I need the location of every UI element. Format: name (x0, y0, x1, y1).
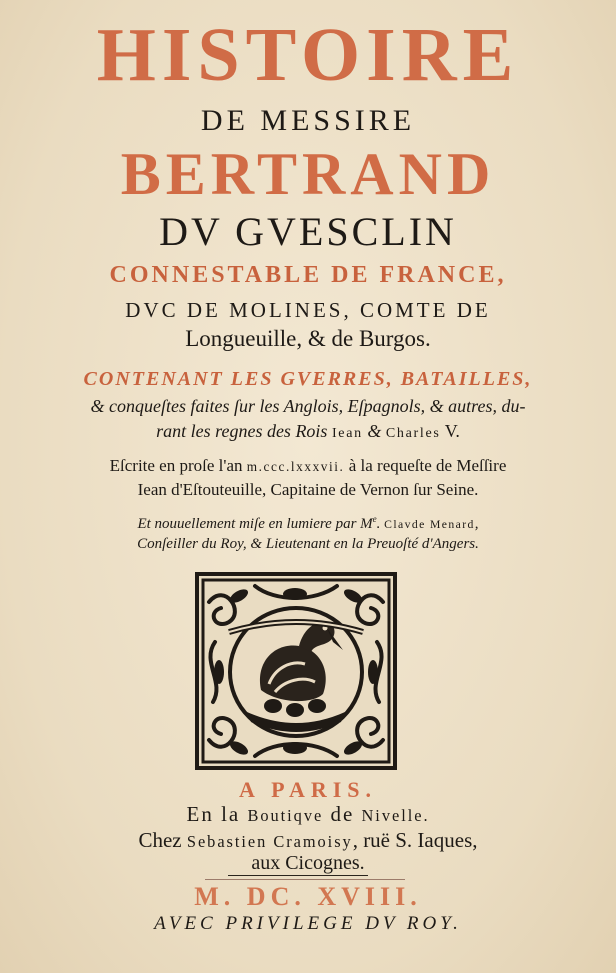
editor-text: . (376, 516, 385, 532)
title-du-guesclin: DV GVESCLIN (159, 209, 457, 254)
king-name-iean: Iean (331, 425, 363, 441)
imprint-shop-owner: Nivelle. (361, 806, 430, 825)
title-de-messire: DE MESSIRE (200, 104, 416, 137)
imprint-shop (0, 802, 616, 827)
printers-device-pelican-woodcut-icon (195, 572, 397, 770)
imprint-city: A PARIS. (238, 777, 378, 802)
divider (228, 875, 368, 876)
contents-line (0, 421, 616, 442)
written-year: m.ccc.lxxxvii. (246, 459, 345, 474)
written-line: Iean d'Eſtouteuille, Capitaine de Vernon ſur Seine. (137, 480, 479, 499)
editor-name: Clavde Menard (384, 518, 475, 531)
imprint-date: M. DC. XVIII. (194, 882, 422, 911)
editor-line: Conſeiller du Roy, & Lieutenant en la Preuoſté d'Angers. (137, 536, 479, 552)
contents-text: & (362, 421, 386, 441)
written-line (0, 456, 616, 476)
title-connestable: CONNESTABLE DE FRANCE, (109, 262, 507, 288)
imprint-printer-name: Sebastien Cramoisy (186, 832, 353, 851)
editor-superscript: e (372, 514, 377, 524)
title-histoire: HISTOIRE (96, 13, 520, 97)
editor-text: , (474, 516, 479, 532)
imprint-shop-name: Boutiqve (247, 806, 324, 825)
contents-line: & conqueſtes faites ſur les Anglois, Eſpagnols, & autres, du- (90, 396, 526, 416)
imprint-printer (0, 828, 616, 853)
imprint-sign: aux Cicognes. (251, 852, 365, 874)
contents-text: rant les regnes des Rois (156, 421, 332, 441)
title-duc-de-molines: DVC DE MOLINES, COMTE DE (125, 298, 491, 322)
imprint-text: En la (186, 802, 248, 826)
editor-line (0, 514, 616, 533)
contents-heading: CONTENANT LES GVERRES, BATAILLES, (83, 368, 533, 390)
written-text: à la requeſte de Meſſire (344, 456, 507, 475)
king-name-charles: Charles (385, 425, 441, 441)
written-text: Eſcrite en proſe l'an (109, 456, 247, 475)
editor-text: Et nouuellement miſe en lumiere par M (137, 516, 373, 532)
title-bertrand: BERTRAND (120, 141, 496, 207)
divider (205, 879, 405, 880)
imprint-text: , ruë S. Iaques, (352, 828, 478, 852)
imprint-privilege: AVEC PRIVILEGE DV ROY. (154, 913, 462, 934)
imprint-text: de (323, 802, 362, 826)
imprint-text: Chez (138, 828, 187, 852)
title-longueuille: Longueuille, & de Burgos. (185, 326, 431, 351)
contents-text: V. (440, 421, 460, 441)
